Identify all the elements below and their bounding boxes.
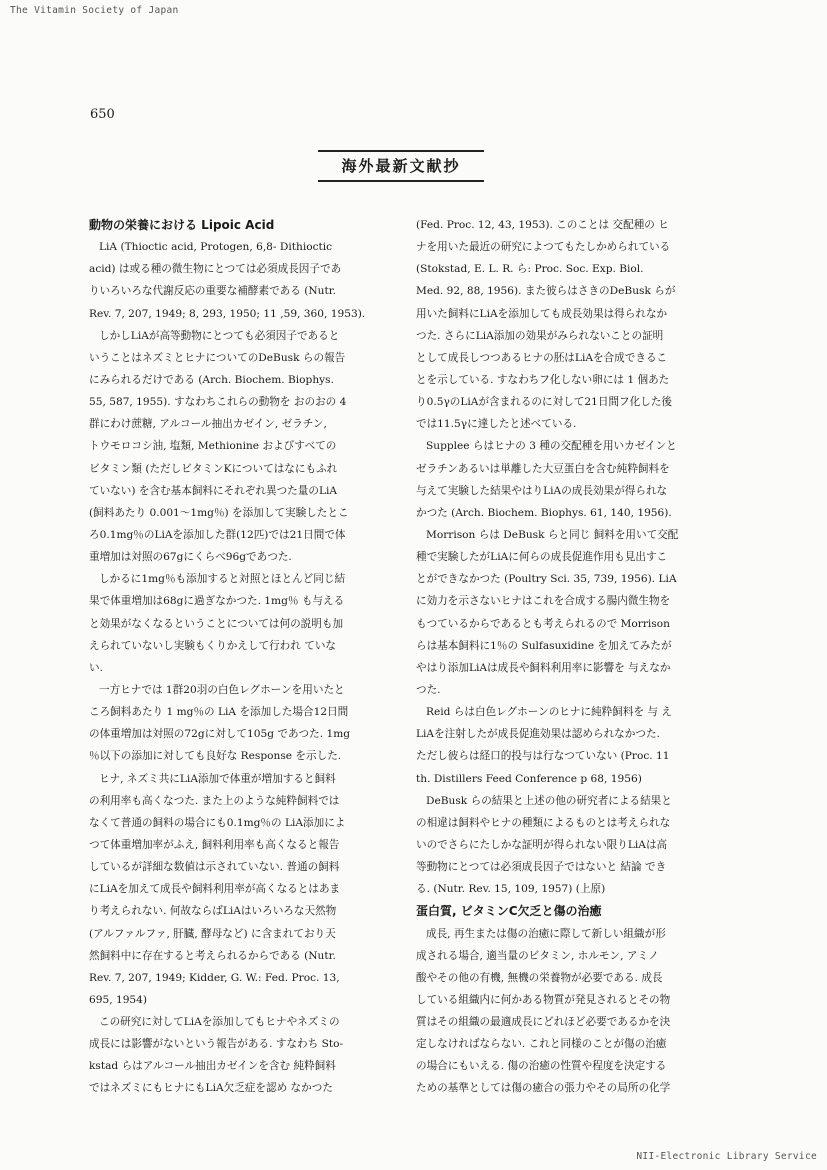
text-line: と効果がなくなるということについては何の説明も加: [89, 617, 344, 630]
text-line: acid) は或る種の微生物にとつては必須成長因子であ: [89, 263, 342, 276]
text-line: なくて普通の飼料の場合にも0.1mg％の LiA添加によ: [89, 816, 346, 829]
text-line: にLiAを加えて成長や飼料利用率が高くなるとはあま: [89, 883, 341, 896]
text-line: Rev. 7, 207, 1949; Kidder, G. W.: Fed. Proc. 13,: [89, 971, 340, 984]
library-header-left: The Vitamin Society of Japan: [10, 5, 179, 16]
text-line: い.: [89, 661, 103, 674]
text-line: とができなかつた (Poultry Sci. 35, 739, 1956). LiA: [416, 573, 677, 586]
text-line: ゼラチンあるいは単離した大豆蛋白を含む純粋飼料を: [416, 462, 670, 475]
text-line: Rev. 7, 207, 1949; 8, 293, 1950; 11 ,59, 360, 1953).: [89, 307, 366, 320]
text-line: 成される場合, 適当量のビタミン, ホルモン, アミノ: [416, 949, 659, 962]
title-rule-bottom: [318, 180, 484, 182]
text-line: LiA (Thioctic acid, Protogen, 6,8- Dithioctic: [99, 241, 333, 254]
text-line: 然飼料中に存在すると考えられるからである (Nutr.: [89, 949, 336, 962]
text-line: り考えられない. 何故ならばLiAはいろいろな天然物: [89, 905, 337, 918]
text-line: ていない) を含む基本飼料にそれぞれ異つた量のLiA: [89, 484, 338, 497]
text-line: th. Distillers Feed Conference p 68, 1956): [416, 772, 642, 785]
page-number: 650: [90, 107, 115, 122]
left-column: [89, 214, 397, 1100]
text-line: 55, 587, 1955). すなわちこれらの動物を おのおの 4: [89, 396, 347, 409]
text-line: かつた (Arch. Biochem. Biophys. 61, 140, 1956).: [416, 506, 672, 519]
text-line: トウモロコシ油, 塩類, Methionine およびすべての: [89, 440, 337, 453]
right-column: [416, 214, 724, 1100]
text-line: やはり添加LiAは成長や飼料利用率に影響を 与えなか: [416, 661, 671, 674]
text-line: えられていないし実験もくりかえして行われ ていな: [89, 639, 337, 652]
text-line: 酸やその他の有機, 無機の栄養物が必要である. 成長: [416, 971, 663, 984]
text-line: にみられるだけである (Arch. Biochem. Biophys.: [89, 373, 334, 386]
text-line: 質はその組織の最適成長にどれほど必要であるかを決: [416, 1016, 671, 1029]
text-line: 与えて実験した結果やはりLiAの成長効果が得られな: [416, 484, 668, 497]
text-line: kstad らはアルコール抽出カゼインを含む 純粋飼料: [89, 1060, 336, 1073]
text-line: ヒナ, ネズミ共にLiA添加で体重が増加すると飼料: [99, 772, 336, 785]
text-line: 用いた飼料にLiAを添加しても成長効果は得られなか: [416, 307, 668, 320]
text-line: る. (Nutr. Rev. 15, 109, 1957) (上原): [416, 883, 606, 896]
text-line: として成長しつつあるヒナの胚はLiAを合成できるこ: [416, 351, 668, 364]
text-line: Supplee らはヒナの 3 種の交配種を用いカゼインと: [426, 440, 677, 453]
text-line: に効力を示さないヒナはこれを合成する腸内微生物を: [416, 595, 671, 608]
text-line: しかしLiAが高等動物にとつても必須因子であると: [99, 329, 340, 342]
text-line: ではネズミにもヒナにもLiA欠乏症を認め なかつた: [89, 1082, 333, 1095]
text-line: の利用率も高くなつた. また上のような純粋飼料では: [89, 794, 340, 807]
text-line: している組織内に何かある物質が発見されるとその物: [416, 993, 671, 1006]
text-line: ナを用いた最近の研究によつてもたしかめられている: [416, 241, 671, 254]
text-line: 等動物にとつては必須成長因子ではないと 結論 でき: [416, 861, 667, 874]
text-line: 定しなければならない. これと同様のことが傷の治癒: [416, 1038, 667, 1051]
text-line: もつているからであるとも考えられるので Morrison: [416, 617, 670, 630]
text-line: り0.5γのLiAが含まれるのに対して21日間フ化した後: [416, 396, 673, 409]
text-line: の相違は飼料やヒナの種類によるものとは考えられな: [416, 816, 671, 829]
title-rule-top: [318, 150, 484, 152]
text-line: とを示している. すなわちフ化しない卵には 1 個あた: [416, 373, 670, 386]
text-line: (飼料あたり 0.001～1mg％) を添加して実験したとこ: [89, 506, 349, 519]
text-line: ための基準としては傷の癒合の張力やその局所の化学: [416, 1082, 671, 1095]
text-line: 695, 1954): [89, 993, 148, 1006]
text-line: Reid らは白色レグホーンのヒナに純粋飼料を 与 え: [426, 706, 672, 719]
text-line: りいろいろな代謝反応の重要な補酵素である (Nutr.: [89, 285, 336, 298]
text-line: DeBusk らの結果と上述の他の研究者による結果と: [426, 794, 672, 807]
text-line: この研究に対してLiAを添加してもヒナやネズミの: [99, 1016, 340, 1029]
text-line: いうことはネズミとヒナについてのDeBusk らの報告: [89, 351, 346, 364]
text-line: 重増加は対照の67gにくらべ96gであつた.: [89, 551, 292, 564]
text-line: の場合にもいえる. 傷の治癒の性質や程度を決定する: [416, 1060, 667, 1073]
text-line: LiAを注射したが成長促進効果は認められなかつた.: [416, 728, 660, 741]
article-heading: 動物の栄養における Lipoic Acid: [89, 218, 275, 232]
text-line: ビタミン類 (ただしビタミンKについてはなにもふれ: [89, 462, 338, 475]
text-line: つた. さらにLiA添加の効果がみられないことの証明: [416, 329, 664, 342]
text-line: 成長, 再生または傷の治癒に際して新しい組織が形: [426, 927, 666, 940]
text-line: ただし彼らは経口的投与は行なつていない (Proc. 11: [416, 750, 670, 763]
text-line: つて体重増加率がふえ, 飼料利用率も高くなると報告: [89, 838, 340, 851]
text-line: 群にわけ蔗糖, アルコール抽出カゼイン, ゼラチン,: [89, 418, 327, 431]
text-line: (アルファルファ, 肝臓, 酵母など) に含まれており天: [89, 927, 336, 940]
text-line: の体重増加は対照の72gに対して105g であつた. 1mg: [89, 728, 351, 741]
text-line: (Fed. Proc. 12, 43, 1953). このことは 交配種の ヒ: [416, 219, 669, 231]
text-line: ％以下の添加に対しても良好な Response を示した.: [89, 750, 342, 763]
text-line: しかるに1mg％も添加すると対照とほとんど同じ結: [99, 573, 346, 586]
text-line: らは基本飼料に1％の Sulfasuxidine を加えてみたが: [416, 639, 672, 652]
text-line: 種で実験したがLiAに何らの成長促進作用も見出すこ: [416, 551, 668, 564]
text-line: 果で体重増加は68gに過ぎなかつた. 1mg％ も与える: [89, 595, 345, 608]
text-line: しているが詳細な数値は示されていない. 普通の飼料: [89, 861, 340, 874]
library-footer-right: NII-Electronic Library Service: [636, 1151, 817, 1162]
article-heading: 蛋白質, ビタミンC欠乏と傷の治癒: [416, 904, 602, 919]
text-line: (Stokstad, E. L. R. ら: Proc. Soc. Exp. Biol.: [416, 263, 644, 276]
text-line: いのでさらにたしかな証明が得られない限りLiAは高: [416, 838, 668, 851]
text-line: Morrison らは DeBusk らと同じ 飼料を用いて交配: [426, 528, 679, 541]
text-line: ころ飼料あたり 1 mg％の LiA を添加した場合12日間: [89, 706, 349, 719]
text-line: Med. 92, 88, 1956). また彼らはさきのDeBusk らが: [416, 285, 676, 298]
text-line: つた.: [416, 683, 441, 696]
text-line: ろ0.1mg％のLiAを添加した群(12匹)では21日間で体: [89, 528, 346, 541]
text-line: 一方ヒナでは 1群20羽の白色レグホーンを用いたと: [99, 683, 345, 696]
text-line: では11.5γに達したと述べている.: [416, 418, 577, 431]
text-line: 成長には影響がないという報告がある. すなわち Sto-: [89, 1038, 344, 1051]
section-title: 海外最新文献抄: [341, 157, 461, 175]
